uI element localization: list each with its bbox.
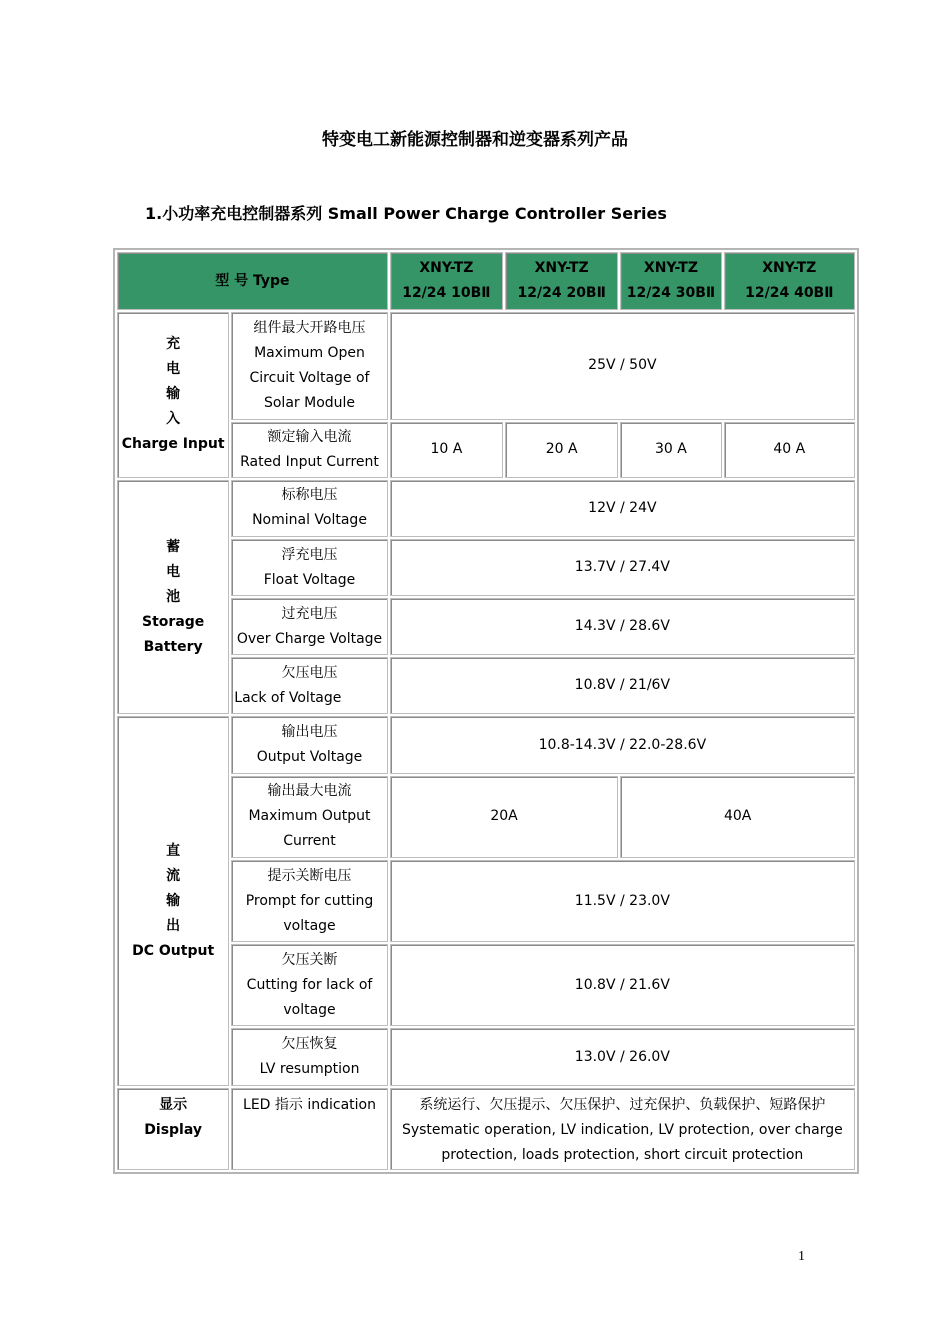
param-label: 过充电压 Over Charge Voltage xyxy=(231,598,387,655)
param-label: 浮充电压 Float Voltage xyxy=(231,539,387,596)
param-value: 13.0V / 26.0V xyxy=(390,1028,855,1085)
table-row xyxy=(117,1088,855,1170)
param-label: 欠压电压 Lack of Voltage xyxy=(231,657,387,714)
model-header: XNY-TZ 12/24 10BⅡ xyxy=(390,252,503,310)
param-value: 12V / 24V xyxy=(390,480,855,537)
header-row xyxy=(117,252,855,310)
section-title: 1.小功率充电控制器系列 Small Power Charge Controller Series xyxy=(145,204,667,223)
param-value: 10.8V / 21.6V xyxy=(390,944,855,1026)
param-value: 20A xyxy=(390,776,619,858)
param-label: 组件最大开路电压 Maximum Open Circuit Voltage of Solar Module xyxy=(231,312,387,419)
page-number: 1 xyxy=(798,1249,805,1264)
model-header: XNY-TZ 12/24 20BⅡ xyxy=(505,252,618,310)
param-value: 11.5V / 23.0V xyxy=(390,860,855,942)
spec-table xyxy=(113,248,859,1174)
storage-battery-group: 蓄 电 池 Storage Battery xyxy=(117,480,229,715)
param-value: 30 A xyxy=(620,422,721,478)
charge-input-group: 充 电 输 入 Charge Input xyxy=(117,312,229,478)
display-group: 显示 Display xyxy=(117,1088,229,1170)
param-value: 40 A xyxy=(724,422,855,478)
param-label: 标称电压 Nominal Voltage xyxy=(231,480,387,537)
param-label: 提示关断电压 Prompt for cutting voltage xyxy=(231,860,387,942)
param-value: 20 A xyxy=(505,422,618,478)
param-value: 25V / 50V xyxy=(390,312,855,419)
param-value: 10 A xyxy=(390,422,503,478)
param-value: 系统运行、欠压提示、欠压保护、过充保护、负载保护、短路保护 Systematic operation, LV indication, LV protection, over charge protection, loads protection, short circuit protection xyxy=(390,1088,855,1170)
param-value: 14.3V / 28.6V xyxy=(390,598,855,655)
param-value: 10.8-14.3V / 22.0-28.6V xyxy=(390,716,855,773)
param-label: 欠压关断 Cutting for lack of voltage xyxy=(231,944,387,1026)
table-row xyxy=(117,716,855,773)
table-row xyxy=(117,480,855,537)
param-label: 额定输入电流 Rated Input Current xyxy=(231,422,387,478)
model-header: XNY-TZ 12/24 30BⅡ xyxy=(620,252,721,310)
param-value: 13.7V / 27.4V xyxy=(390,539,855,596)
param-label: 欠压恢复 LV resumption xyxy=(231,1028,387,1085)
document-title: 特变电工新能源控制器和逆变器系列产品 xyxy=(322,130,628,150)
model-header: XNY-TZ 12/24 40BⅡ xyxy=(724,252,855,310)
param-label: LED 指示 indication xyxy=(231,1088,387,1170)
table-row xyxy=(117,312,855,419)
type-header: 型 号 Type xyxy=(117,252,388,310)
param-label: 输出最大电流 Maximum Output Current xyxy=(231,776,387,858)
param-value: 40A xyxy=(620,776,855,858)
dc-output-group: 直 流 输 出 DC Output xyxy=(117,716,229,1085)
param-label: 输出电压 Output Voltage xyxy=(231,716,387,773)
param-value: 10.8V / 21/6V xyxy=(390,657,855,714)
